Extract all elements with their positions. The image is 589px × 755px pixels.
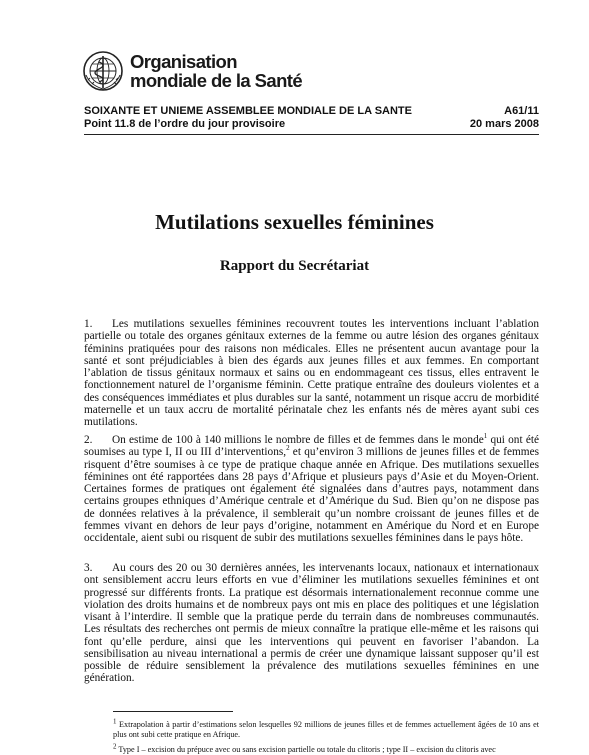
paragraph-number: 1.	[84, 318, 93, 330]
footnote-ref[interactable]: 1	[483, 432, 488, 441]
paragraph-text: Au cours des 20 ou 30 dernières années, les intervenants locaux, nationaux et internationaux ont sensiblement accru leurs efforts en vue d’éliminer les mutilations sexuelles féminines et ont progressé sur différents fronts. La pratique est désormais internationalement reconnue comme une violation des droits humains et de nombreux pays ont mis en place des politiques et une législation visant à l’interdire. Il semble que la pratique perde du terrain dans de nombreuses communautés. Les résultats des recherches ont permis de mieux connaître la pratique elle-même et les raisons qui font qu’elle perdure, ainsi que les interventions qui peuvent en favoriser l’abandon. La sensibilisation au niveau international a permis de créer une dynamique laissant supposer qu’il est possible de réduire sensiblement la prévalence des mutilations sexuelles féminines en une génération.	[84, 562, 539, 685]
paragraph-2	[84, 434, 539, 544]
organization-name	[130, 52, 302, 90]
footnote-mark: 2	[113, 742, 117, 751]
footnote-1	[113, 717, 539, 740]
who-emblem-icon	[82, 50, 124, 92]
paragraph-3	[84, 562, 539, 685]
footnote-mark: 1	[113, 717, 117, 726]
page-subtitle: Rapport du Secrétariat	[219, 258, 370, 274]
header-divider	[84, 134, 539, 135]
paragraph-text: On estime de 100 à 140 millions le nombre de filles et de femmes dans le monde	[112, 434, 484, 446]
paragraph-text: Les mutilations sexuelles féminines recouvrent toutes les interventions incluant l’ablation partielle ou totale des organes génitaux externes de la femme ou autre lésion des organes génitaux féminins pratiquées pour des raisons non médicales. Elles ne présentent aucun avantage pour la santé et sont préjudiciables à bien des égards aux jeunes filles et aux femmes. En comportant l’ablation de tissus génitaux normaux et sains ou en endommageant ces tissus, elles entravent le fonctionnement naturel de l’organisme féminin. Cette pratique entraîne des douleurs violentes et a des conséquences immédiates et plus durables sur la santé, notamment un risque accru de morbidité maternelle et un taux accru de mortalité périnatale chez les enfants nés de mères ayant subi ces mutilations.	[84, 318, 539, 428]
assembly-name: SOIXANTE ET UNIEME ASSEMBLEE MONDIALE DE LA SANTE	[84, 105, 412, 117]
paragraph-1	[84, 318, 539, 428]
document-header-row1	[84, 105, 539, 118]
footnote-text: Extrapolation à partir d’estimations selon lesquelles 92 millions de jeunes filles et de femmes actuellement âgées de 10 ans et plus ont subi cette pratique en Afrique.	[113, 720, 539, 739]
footnote-2	[113, 742, 539, 755]
org-name-line1: Organisation	[130, 51, 237, 72]
footnote-divider	[113, 711, 233, 712]
page-title: Mutilations sexuelles féminines	[155, 210, 434, 234]
paragraph-number: 2.	[84, 434, 93, 446]
footnote-ref[interactable]: 2	[286, 444, 290, 453]
footnote-text: Type I – excision du prépuce avec ou sans excision partielle ou totale du clitoris ; type II – excision du clitoris avec	[116, 745, 496, 754]
paragraph-number: 3.	[84, 562, 93, 574]
agenda-item: Point 11.8 de l’ordre du jour provisoire	[84, 118, 286, 130]
document-header-row2	[84, 118, 539, 131]
paragraph-text: qui ont été soumises au type I, II ou III d’interventions,	[84, 434, 539, 459]
org-name-line2: mondiale de la Santé	[130, 70, 303, 91]
paragraph-text: et qu’environ 3 millions de jeunes filles et de femmes risquent d’être soumises à ce type de pratique chaque année en Afrique. Des mutilations sexuelles féminines ont été rapportées dans 28 pays d’Afrique et plusieurs pays d’Asie et du Moyen-Orient. Certaines formes de pratiques ont également été signalées dans d’autres pays, notamment dans certains groupes ethniques d’Amérique centrale et d’Amérique du Sud. Bien qu’on ne dispose pas de données relatives à la prévalence, il semblerait qu’un nombre croissant de jeunes filles et de femmes vivant en dehors de leur pays d’origine, notamment en Amérique du Nord et en Europe occidentale, aient subi ou risquent de subir des mutilations sexuelles féminines dans le pays hôte.	[84, 446, 539, 544]
document-date: 20 mars 2008	[469, 118, 539, 130]
document-number: A61/11	[504, 105, 539, 117]
